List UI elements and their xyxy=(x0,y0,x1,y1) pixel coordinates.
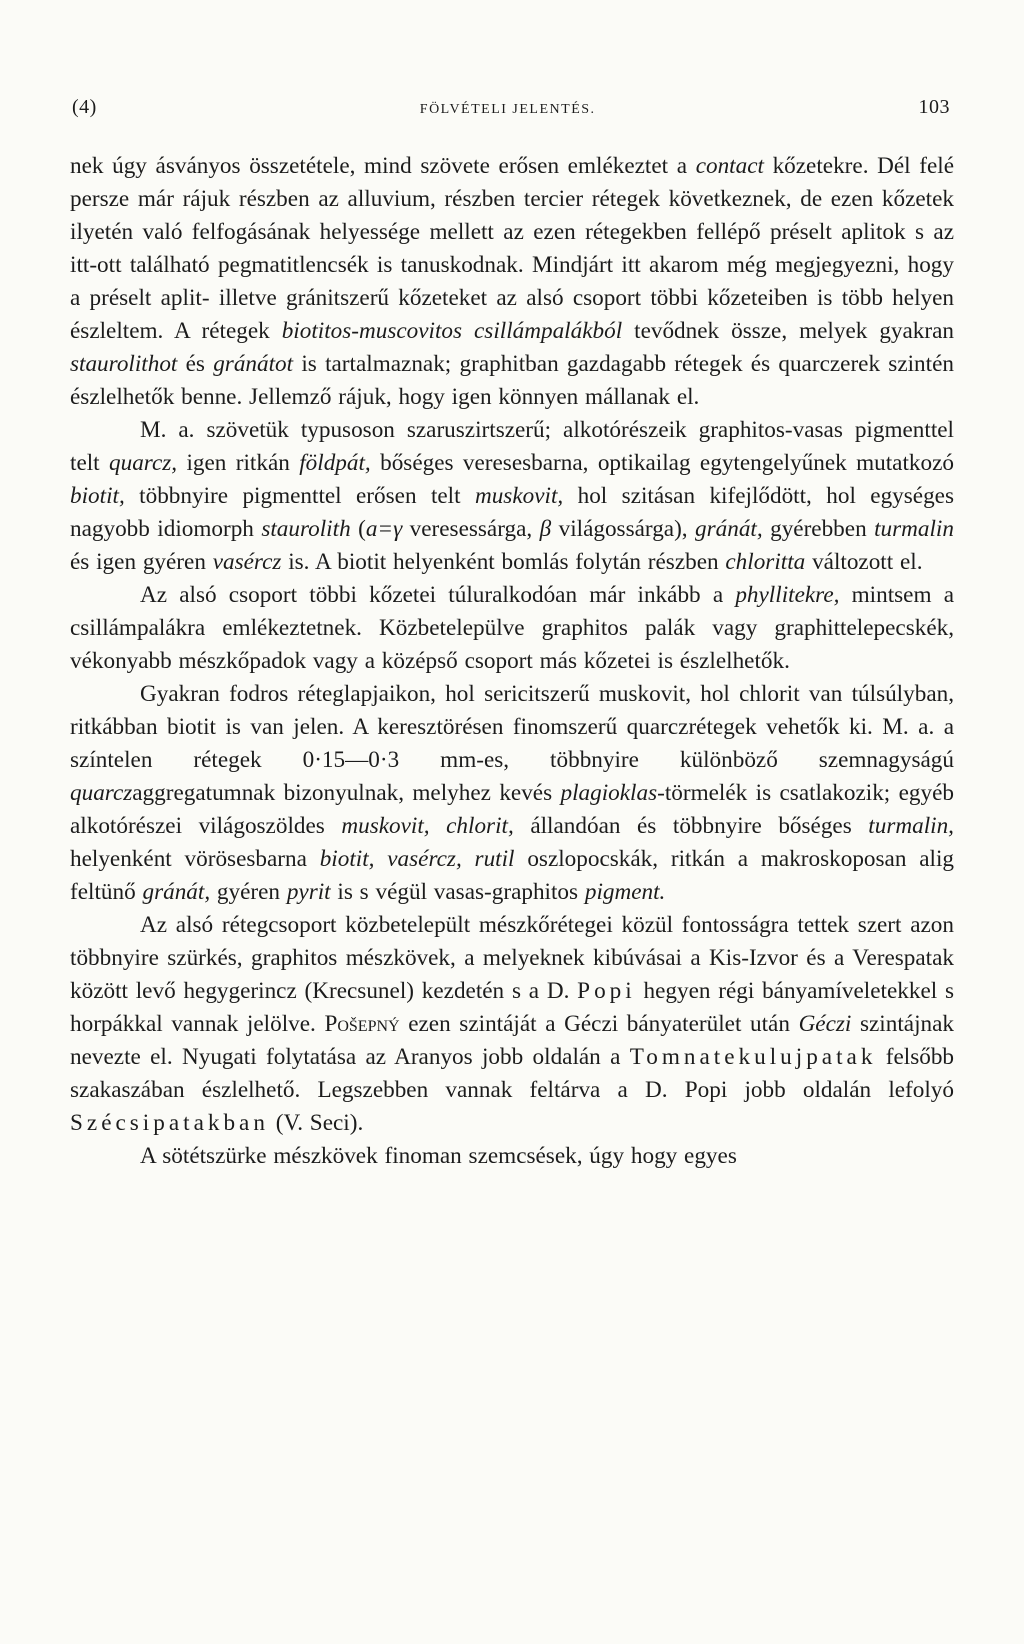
italic-run: Géczi xyxy=(798,1011,852,1037)
italic-run: földpát, xyxy=(299,450,371,476)
spaced-run: Szécsipatakban xyxy=(70,1110,269,1136)
italic-run: pigment. xyxy=(584,879,666,905)
text-run: gyérebben xyxy=(762,516,875,542)
running-title: FÖLVÉTELI JELENTÉS. xyxy=(419,102,596,117)
smallcaps-run: Pošepný xyxy=(324,1011,400,1037)
italic-run: quarcz, xyxy=(109,450,178,476)
section-number: (4) xyxy=(72,96,97,118)
spaced-run: Popi xyxy=(577,978,636,1004)
text-run: is tartalmaznak; graphitban gazdagabb rétegek és quarczerek szintén észlelhetők benne. Jellemző rájuk, hogy igen könnyen mállanak el. xyxy=(70,351,954,410)
italic-run: gránát, xyxy=(142,879,211,905)
text-run: nek úgy ásványos összetétele, mind szövete erősen emlékeztet a xyxy=(70,153,696,179)
text-run: hol szitásan kifejlődött, hol egységes nagyobb idiomorph xyxy=(70,483,954,542)
italic-run: muskovit, chlorit, xyxy=(341,813,514,839)
text-run: mintsem a csillámpalákra emlékeztetnek. Közbetelepülve graphitos palák vagy graphittelepecskék, vékonyabb mészkőpadok vagy a középső csoport más kőzetei is észlelhetők. xyxy=(70,582,954,674)
italic-run: staurolith xyxy=(261,516,351,542)
text-run: aggregatumnak bizonyulnak, melyhez kevés xyxy=(132,780,561,806)
italic-run: a=γ xyxy=(365,516,403,542)
paragraph xyxy=(70,579,954,678)
text-run: szintájnak nevezte el. Nyugati folytatása az Aranyos jobb oldalán a xyxy=(70,1011,954,1070)
text-run: is. A biotit helyenként bomlás folytán részben xyxy=(281,549,726,575)
text-run: Gyakran fodros réteglapjaikon, hol sericitszerű muskovit, hol chlorit van túlsúlyban, ritkábban biotit is van jelen. A keresztörésen finomszerű quarczrétegek vehetők ki. M. a. a színtelen rétegek 0·15—0·3 mm-es, többnyire különböző szemnagyságú xyxy=(70,681,954,773)
text-run: változott el. xyxy=(805,549,923,575)
paragraph xyxy=(70,414,954,579)
running-header xyxy=(72,96,950,119)
italic-run: contact xyxy=(695,153,764,179)
text-run: felsőbb szakaszában észlelhető. Legszebben vannak feltárva a D. Popi jobb oldalán lefolyó xyxy=(70,1044,955,1103)
text-run: tevődnek össze, melyek gyakran xyxy=(622,318,955,344)
spaced-run: Tomnatekulujpatak xyxy=(629,1044,877,1070)
italic-run: phyllitekre, xyxy=(735,582,840,608)
italic-run: biotit, vasércz, rutil xyxy=(319,846,515,872)
italic-run: chloritta xyxy=(725,549,806,575)
italic-run: turmalin, xyxy=(868,813,954,839)
body-text xyxy=(70,150,954,1173)
text-run: Az alsó rétegcsoport közbetelepült mészkőrétegei közül fontosságra tettek szert azon többnyire szürkés, graphitos mészkövek, a melyeknek kibúvásai a Kis-Izvor és a Verespatak között levő hegygerincz (Krecsunel) kezdetén s a D. xyxy=(70,912,954,1004)
text-run: oszlopocskák, ritkán a makroskoposan alig feltünő xyxy=(70,846,954,905)
text-run: helyenként vörösesbarna xyxy=(70,846,320,872)
italic-run: biotitos-muscovitos csillámpalákból xyxy=(281,318,623,344)
paragraph xyxy=(70,150,954,414)
italic-run: pyrit xyxy=(286,879,331,905)
text-run: hegyen régi bányamíveletekkel s horpákkal vannak jelölve. xyxy=(70,978,954,1037)
text-run: bőséges veresesbarna, optikailag egytengelyűnek mutatkozó xyxy=(370,450,954,476)
text-run: igen ritkán xyxy=(177,450,300,476)
text-run: A sötétszürke mészkövek finoman szemcsések, úgy hogy egyes xyxy=(140,1143,737,1169)
text-run: veresessárga, xyxy=(402,516,540,542)
paragraph xyxy=(70,1140,954,1173)
italic-run: plagioklas xyxy=(560,780,658,806)
italic-run: muskovit, xyxy=(474,483,564,509)
text-run: és igen gyéren xyxy=(70,549,213,575)
text-run: többnyire pigmenttel erősen telt xyxy=(124,483,475,509)
text-run: (V. Seci). xyxy=(268,1110,364,1136)
page-number: 103 xyxy=(918,96,950,118)
text-run: kőzetekre. Dél felé persze már rájuk részben az alluvium, részben tercier rétegek következnek, de ezen kőzetek ilyetén való felfogásának helyessége mellett az ezen rétegekben fellépő préselt aplitok s az itt-ott található pegmatitlencsék is tanuskodnak. Mindjárt itt akarom még megjegyezni, hogy a préselt aplit- illetve gránitszerű kőzeteket az alsó csoport többi kőzeteiben is több helyen észleltem. A rétegek xyxy=(70,153,954,344)
italic-run: biotit, xyxy=(70,483,125,509)
paragraph xyxy=(70,909,954,1140)
text-run: is s végül vasas-graphitos xyxy=(330,879,585,905)
italic-run: gránát, xyxy=(695,516,763,542)
text-run: gyéren xyxy=(210,879,287,905)
text-run: M. a. szövetük typusoson szaruszirtszerű; alkotórészeik graphitos-vasas pigmenttel telt xyxy=(70,417,954,476)
paragraph xyxy=(70,678,954,909)
italic-run: turmalin xyxy=(874,516,954,542)
italic-run: β xyxy=(539,516,552,542)
text-run: -törmelék is csatlakozik; egyéb alkotórészei világoszöldes xyxy=(70,780,954,839)
italic-run: vasércz xyxy=(212,549,282,575)
italic-run: gránátot xyxy=(213,351,294,377)
italic-run: quarcz xyxy=(70,780,133,806)
text-run: Az alsó csoport többi kőzetei túluralkodóan már inkább a xyxy=(140,582,736,608)
text-run: és xyxy=(177,351,214,377)
text-run: ( xyxy=(350,516,366,542)
italic-run: staurolithot xyxy=(70,351,178,377)
text-run: állandóan és többnyire bőséges xyxy=(513,813,869,839)
text-run: ezen szintáját a Géczi bányaterület után xyxy=(399,1011,799,1037)
text-run: világossárga), xyxy=(551,516,696,542)
